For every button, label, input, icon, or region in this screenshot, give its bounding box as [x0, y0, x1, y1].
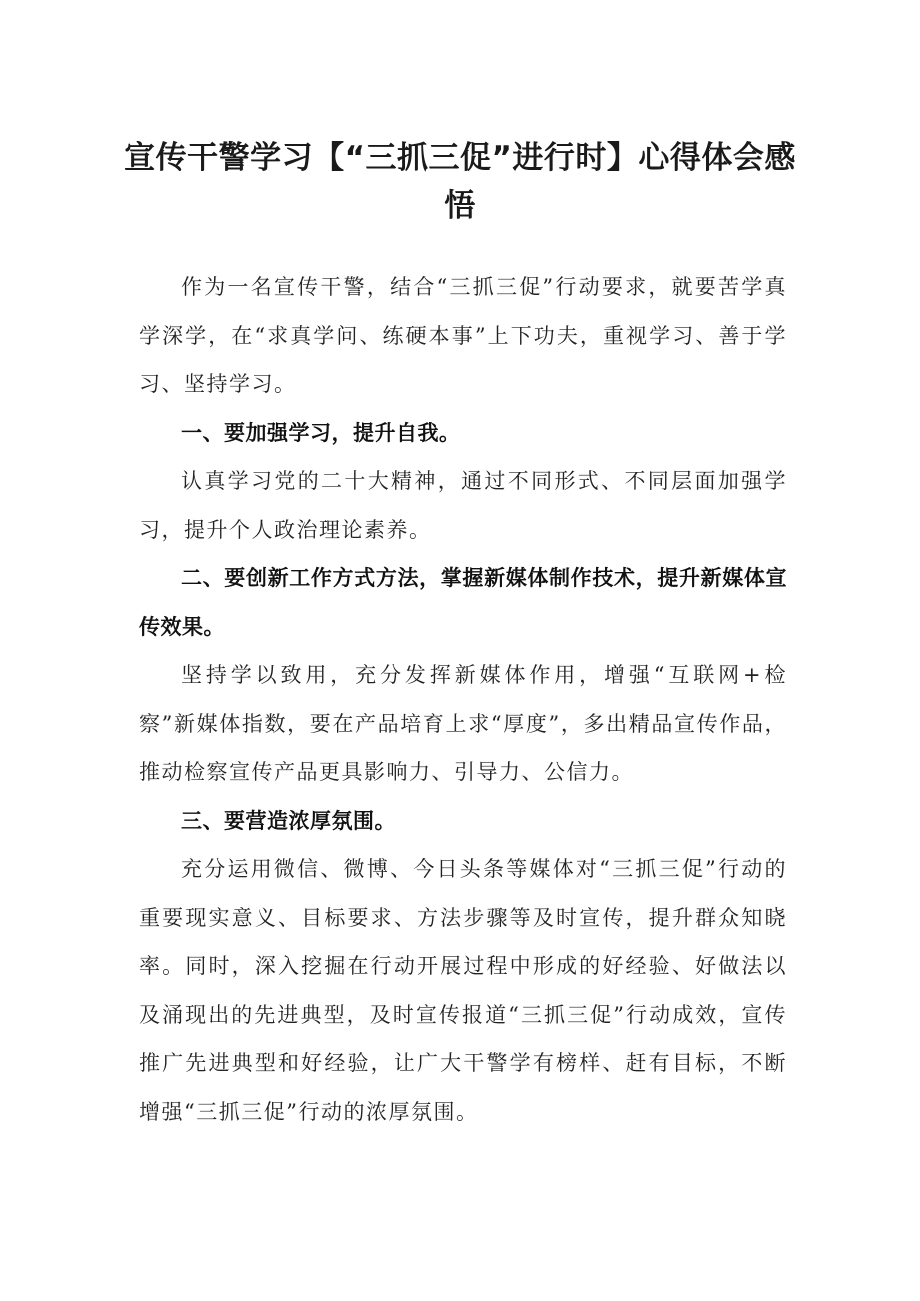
- section-heading-3: 三、要营造浓厚氛围。: [181, 808, 396, 833]
- section-heading-2: 二、要创新工作方式方法，掌握新媒体制作技术，提升新媒体宣传效果。: [139, 566, 787, 639]
- section-paragraph-2: 坚持学以致用，充分发挥新媒体作用，增强“互联网+检察”新媒体指数，要在产品培育上求“厚度”，多出精品宣传作品，推动检察宣传产品更具影响力、引导力、公信力。: [139, 663, 787, 784]
- section-heading-1: 一、要加强学习，提升自我。: [181, 420, 461, 445]
- section-paragraph-3: 充分运用微信、微博、今日头条等媒体对“三抓三促”行动的重要现实意义、目标要求、方法步骤等及时宣传，提升群众知晓率。同时，深入挖掘在行动开展过程中形成的好经验、好做法以及涌现出的先进典型，及时宣传报道“三抓三促”行动成效，宣传推广先进典型和好经验，让广大干警学有榜样、赶有目标，不断增强“三抓三促”行动的浓厚氛围。: [139, 857, 787, 1124]
- document-title: 宣传干警学习【“三抓三促”进行时】心得体会感悟: [124, 140, 796, 224]
- intro-paragraph: 作为一名宣传干警，结合“三抓三促”行动要求，就要苦学真学深学，在“求真学问、练硬本事”上下功夫，重视学习、善于学习、坚持学习。: [139, 275, 787, 396]
- section-paragraph-1: 认真学习党的二十大精神，通过不同形式、不同层面加强学习，提升个人政治理论素养。: [139, 469, 787, 542]
- document-body: [139, 263, 787, 1136]
